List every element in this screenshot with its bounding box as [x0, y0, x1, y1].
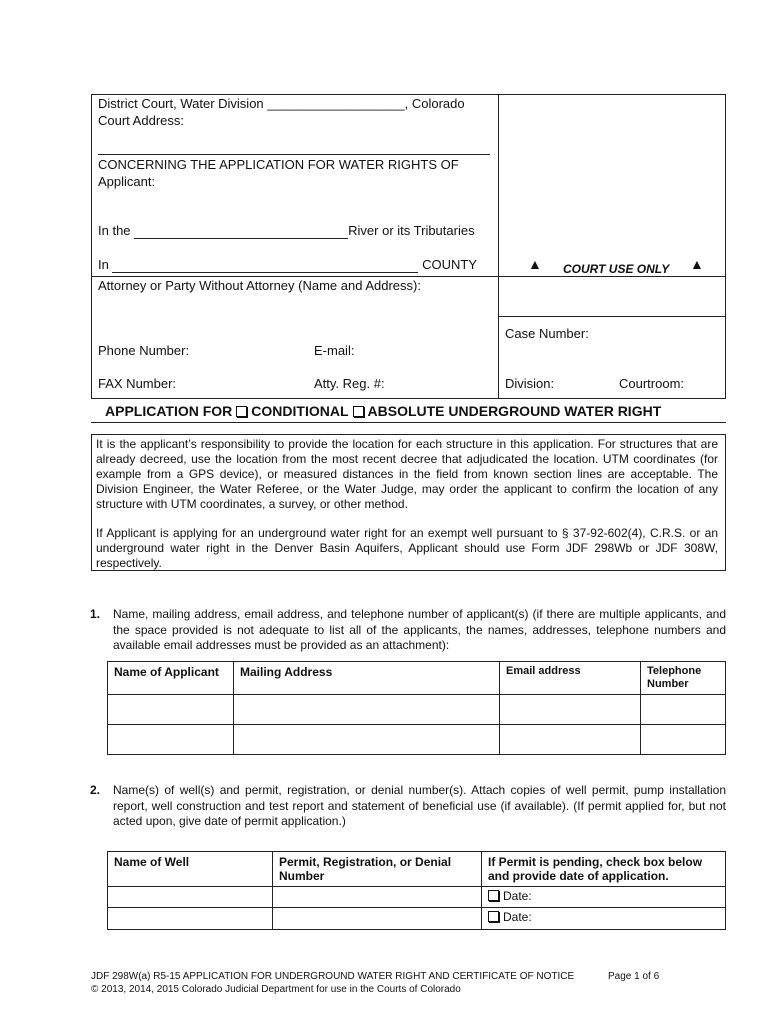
caption-row-line-2: [498, 316, 726, 317]
county-prefix: In: [98, 257, 109, 272]
caption-row-line-1: [91, 276, 726, 277]
county-suffix: COUNTY: [422, 257, 477, 272]
pending-checkbox[interactable]: [488, 890, 499, 901]
header-email-address: Email address: [500, 662, 641, 695]
case-number-label: Case Number:: [505, 326, 589, 341]
court-use-only: COURT USE ONLY: [563, 262, 670, 276]
well-table: [107, 851, 726, 930]
footer-copyright: © 2013, 2014, 2015 Colorado Judicial Department for use in the Courts of Colorado: [91, 984, 461, 995]
applicant-table: [107, 661, 726, 755]
mailing-address-cell[interactable]: [234, 695, 500, 725]
mailing-address-cell[interactable]: [234, 725, 500, 755]
title-absolute: ABSOLUTE UNDERGROUND WATER RIGHT: [367, 403, 662, 419]
table-row: [108, 908, 726, 930]
river-input[interactable]: [134, 225, 348, 239]
county-line: [98, 257, 477, 273]
atty-reg-label: Atty. Reg. #:: [314, 376, 385, 391]
section-2-text: Name(s) of well(s) and permit, registration, or denial number(s). Attach copies of well permit, pump installation report, well construction and test report and statement of beneficial use (if available). (If permit applied for, but not acted upon, give date of permit application.): [113, 783, 726, 828]
email-cell[interactable]: [500, 695, 641, 725]
telephone-cell[interactable]: [641, 725, 726, 755]
division-label: Division:: [505, 376, 555, 391]
footer-form-id: JDF 298W(a) R5-15 APPLICATION FOR UNDERGROUND WATER RIGHT AND CERTIFICATE OF NOTICE: [91, 971, 575, 982]
email-cell[interactable]: [500, 725, 641, 755]
table-row: [108, 725, 726, 755]
permit-number-cell[interactable]: [273, 908, 482, 930]
caption-row-line-3: [91, 398, 726, 399]
river-suffix: River or its Tributaries: [348, 223, 475, 238]
title-conditional: CONDITIONAL: [251, 403, 349, 419]
county-input[interactable]: [112, 259, 418, 273]
attorney-label: Attorney or Party Without Attorney (Name and Address):: [98, 278, 421, 293]
header-permit-number: Permit, Registration, or Denial Number: [273, 852, 482, 887]
conditional-checkbox[interactable]: [236, 406, 247, 417]
footer-page-number: Page 1 of 6: [608, 971, 660, 982]
river-prefix: In the: [98, 223, 131, 238]
court-address-label: Court Address:: [98, 113, 184, 128]
well-name-cell[interactable]: [108, 887, 273, 908]
absolute-checkbox[interactable]: [353, 406, 364, 417]
well-name-cell[interactable]: [108, 908, 273, 930]
date-label: Date:: [503, 910, 532, 924]
email-label: E-mail:: [314, 343, 355, 358]
permit-number-cell[interactable]: [273, 887, 482, 908]
court-address-line: [98, 154, 490, 155]
pending-checkbox[interactable]: [488, 911, 499, 922]
date-label: Date:: [503, 889, 532, 903]
applicant-label: Applicant:: [98, 174, 156, 189]
courtroom-label: Courtroom:: [619, 376, 685, 391]
form-title: [105, 403, 661, 420]
notice-paragraph-1: It is the applicant’s responsibility to provide the location for each structure in this application. For structures that are already decreed, use the location from the most recent decree that adjudicated the location. UTM coordinates (for example from a GPS device), or measured distances in the field from known section lines are acceptable. The Division Engineer, the Water Referee, or the Water Judge, may order the applicant to confirm the location of any structure with UTM coordinates, a survey, or other method.: [96, 437, 718, 511]
header-name-of-applicant: Name of Applicant: [108, 662, 234, 695]
pending-date-cell: [482, 908, 726, 930]
section-2-number: 2.: [90, 783, 101, 797]
fax-label: FAX Number:: [98, 376, 177, 391]
section-1-text: Name, mailing address, email address, and telephone number of applicant(s) (if there are multiple applicants, and the space provided is not adequate to list all of the applicants, the names, addresses, telephone numbers and available email addresses must be provided as an attachment):: [113, 607, 726, 652]
header-telephone-number: Telephone Number: [641, 662, 726, 695]
caption-divider: [498, 94, 499, 399]
header-name-of-well: Name of Well: [108, 852, 273, 887]
river-line: [98, 223, 475, 239]
concerning-label: CONCERNING THE APPLICATION FOR WATER RIGHTS OF: [98, 157, 459, 172]
court-line: District Court, Water Division ___________________, Colorado: [98, 96, 465, 111]
title-prefix: APPLICATION FOR: [105, 403, 233, 419]
section-1-number: 1.: [90, 607, 101, 621]
title-bottom-rule: [91, 422, 726, 423]
notice-paragraph-2: If Applicant is applying for an underground water right for an exempt well pursuant to § 37-92-602(4), C.R.S. or an underground water right in the Denver Basin Aquifers, Applicant should use Form JDF 298Wb or JDF 308W, respectively.: [96, 526, 718, 570]
table-row: [108, 695, 726, 725]
up-triangle-icon: ▲: [690, 256, 704, 272]
telephone-cell[interactable]: [641, 695, 726, 725]
header-permit-pending: If Permit is pending, check box below and provide date of application.: [482, 852, 726, 887]
applicant-name-cell[interactable]: [108, 725, 234, 755]
pending-date-cell: [482, 887, 726, 908]
header-mailing-address: Mailing Address: [234, 662, 500, 695]
table-row: [108, 887, 726, 908]
up-triangle-icon: ▲: [528, 256, 542, 272]
applicant-name-cell[interactable]: [108, 695, 234, 725]
phone-label: Phone Number:: [98, 343, 190, 358]
